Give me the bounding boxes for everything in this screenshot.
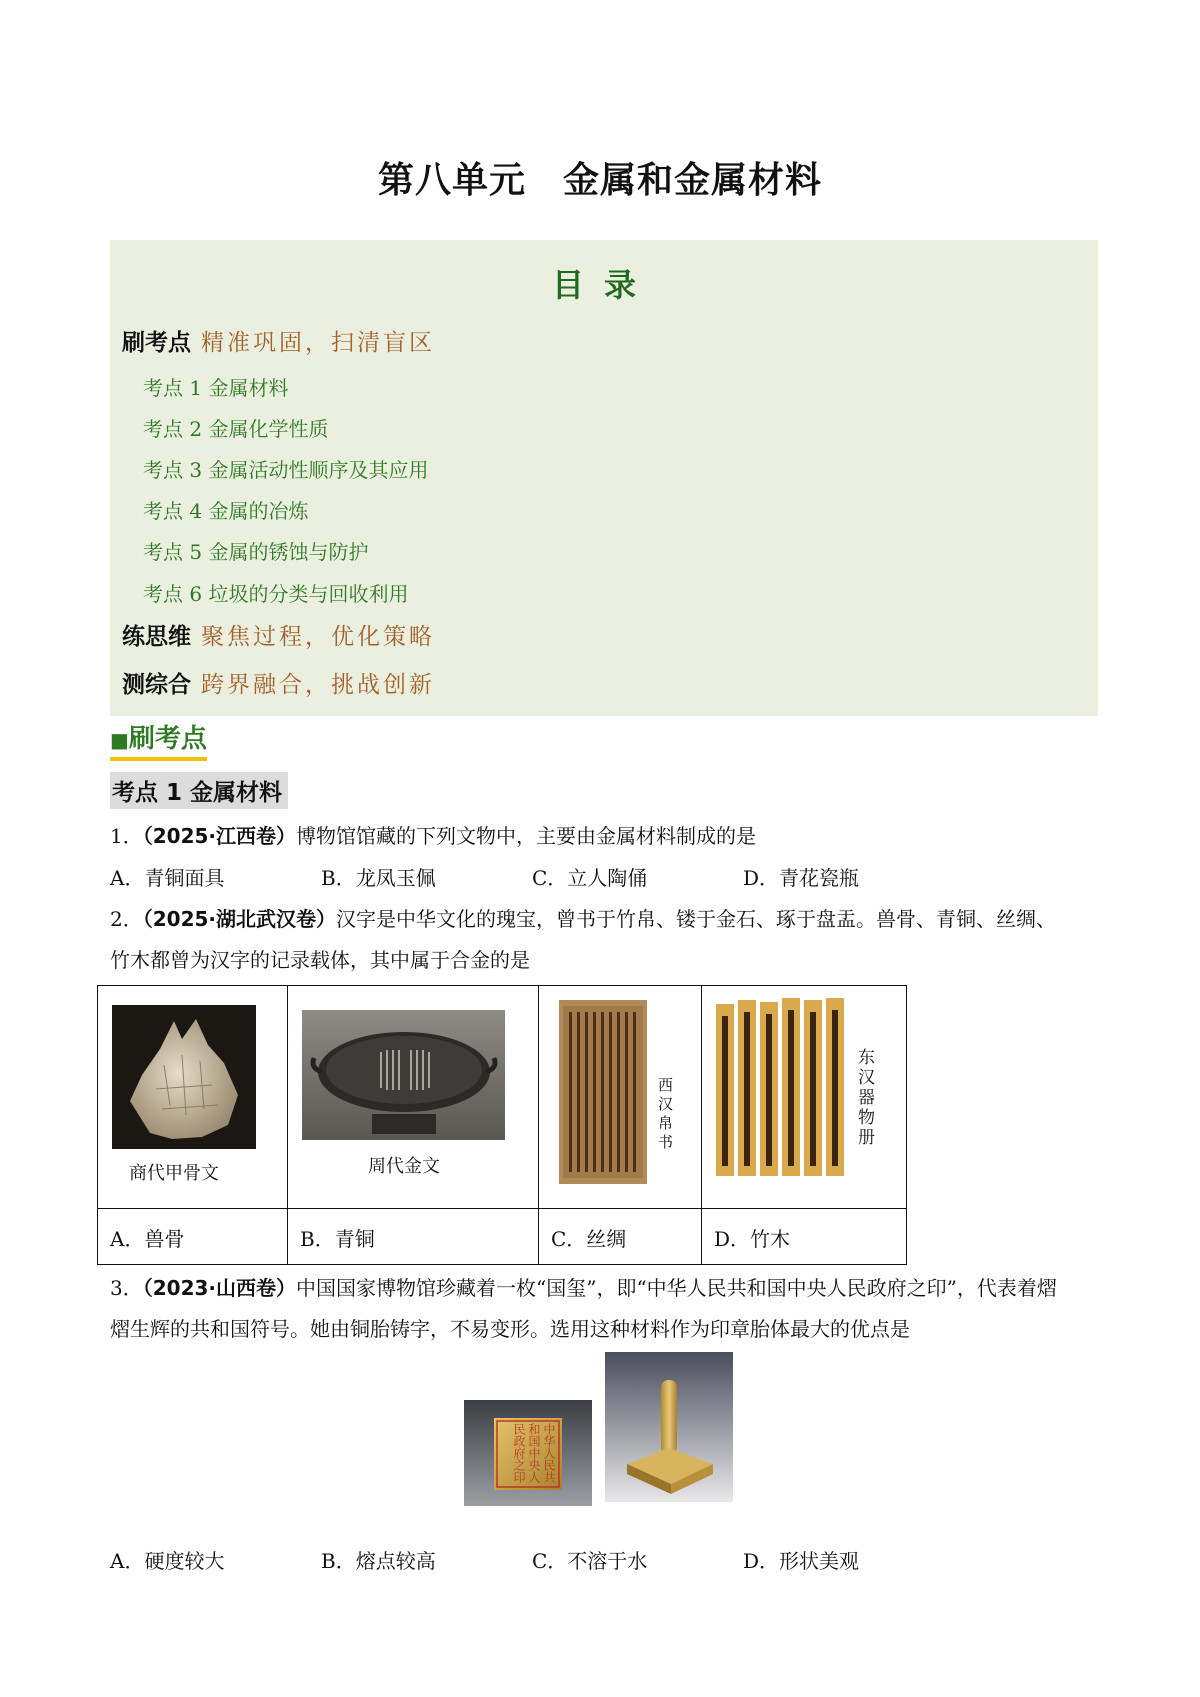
toc-item-5[interactable]: 考点 5 金属的锈蚀与防护 <box>143 540 369 564</box>
question-number: 2． <box>110 907 143 931</box>
table-of-contents <box>110 240 1098 716</box>
q1-option-c[interactable]: C．立人陶俑 <box>532 866 648 890</box>
question-text: 汉字是中华文化的瑰宝，曾书于竹帛、镂于金石、琢于盘盂。兽骨、青铜、丝绸、 <box>336 907 1056 931</box>
question-source: （2025·江西卷） <box>142 824 296 848</box>
question-1-stem <box>110 820 756 849</box>
toc-section-ce <box>122 666 435 699</box>
image-cell <box>288 986 539 1209</box>
q3-option-c[interactable]: C．不溶于水 <box>532 1549 648 1573</box>
answer-cell[interactable] <box>539 1209 702 1265</box>
question-3-stem-cont: 熠生辉的共和国符号。她由铜胎铸字，不易变形。选用这种材料作为印章胎体最大的优点是 <box>110 1317 910 1341</box>
image-cell <box>539 986 702 1209</box>
seal-inscription: 中华人民共和国中央人民政府之印 <box>512 1423 556 1483</box>
toc-item-2[interactable]: 考点 2 金属化学性质 <box>143 417 329 441</box>
question-3-stem <box>110 1272 1057 1301</box>
image-caption: 周代金文 <box>368 1156 440 1177</box>
image-cell <box>702 986 907 1209</box>
q1-option-a[interactable]: A．青铜面具 <box>110 866 225 890</box>
question-text: 博物馆馆藏的下列文物中，主要由金属材料制成的是 <box>296 824 756 848</box>
question-number: 3． <box>110 1276 143 1300</box>
image-cell <box>98 986 288 1209</box>
q1-option-d[interactable]: D．青花瓷瓶 <box>743 866 860 890</box>
answer-cell[interactable] <box>702 1209 907 1265</box>
toc-section-desc: 聚焦过程，优化策略 <box>201 624 435 650</box>
q1-option-b[interactable]: B．龙凤玉佩 <box>321 866 436 890</box>
q2-image-table <box>97 985 907 1265</box>
square-icon: ■ <box>110 728 129 752</box>
toc-item-6[interactable]: 考点 6 垃圾的分类与回收利用 <box>143 582 409 606</box>
toc-section-label: 测综合 <box>122 672 191 698</box>
silk-manuscript-image <box>559 1000 647 1184</box>
toc-section-lian <box>122 618 435 651</box>
question-source: （2023·山西卷） <box>142 1276 296 1300</box>
q2-option-c[interactable]: C．丝绸 <box>551 1227 627 1251</box>
image-caption: 商代甲骨文 <box>129 1163 219 1184</box>
question-2-stem <box>110 903 1056 932</box>
question-number: 1． <box>110 824 143 848</box>
answer-cell[interactable] <box>98 1209 288 1265</box>
toc-section-label: 刷考点 <box>122 330 191 356</box>
toc-section-desc: 跨界融合，挑战创新 <box>201 672 435 698</box>
q3-option-a[interactable]: A．硬度较大 <box>110 1549 225 1573</box>
question-2-stem-cont: 竹木都曾为汉字的记录载体，其中属于合金的是 <box>110 948 530 972</box>
toc-section-desc: 精准巩固，扫清盲区 <box>201 330 435 356</box>
kaodian-heading: 考点 1 金属材料 <box>110 772 288 809</box>
page-title: 第八单元 金属和金属材料 <box>377 160 822 201</box>
section-heading-label: 刷考点 <box>128 724 207 754</box>
q3-option-d[interactable]: D．形状美观 <box>743 1549 860 1573</box>
q2-option-d[interactable]: D．竹木 <box>714 1227 791 1251</box>
toc-item-4[interactable]: 考点 4 金属的冶炼 <box>143 499 309 523</box>
seal-stamp-image <box>605 1352 733 1502</box>
q2-option-b[interactable]: B．青铜 <box>300 1227 375 1251</box>
question-source: （2025·湖北武汉卷） <box>142 907 336 931</box>
bronze-basin-image <box>302 1010 505 1140</box>
toc-item-3[interactable]: 考点 3 金属活动性顺序及其应用 <box>143 458 429 482</box>
toc-item-1[interactable]: 考点 1 金属材料 <box>143 376 289 400</box>
toc-section-shua <box>122 324 435 357</box>
toc-section-label: 练思维 <box>122 624 191 650</box>
bamboo-slips-image <box>714 996 852 1180</box>
image-caption: 东汉器物册 <box>858 1048 875 1148</box>
image-caption: 西汉帛书 <box>658 1076 674 1151</box>
q3-option-b[interactable]: B．熔点较高 <box>321 1549 436 1573</box>
oracle-bone-image <box>112 1005 256 1149</box>
answer-cell[interactable] <box>288 1209 539 1265</box>
toc-title: 目录 <box>551 266 656 304</box>
section-heading <box>110 718 207 761</box>
question-text: 中国国家博物馆珍藏着一枚“国玺”，即“中华人民共和国中央人民政府之印”，代表着熠 <box>296 1276 1057 1300</box>
q2-option-a[interactable]: A．兽骨 <box>110 1227 185 1251</box>
